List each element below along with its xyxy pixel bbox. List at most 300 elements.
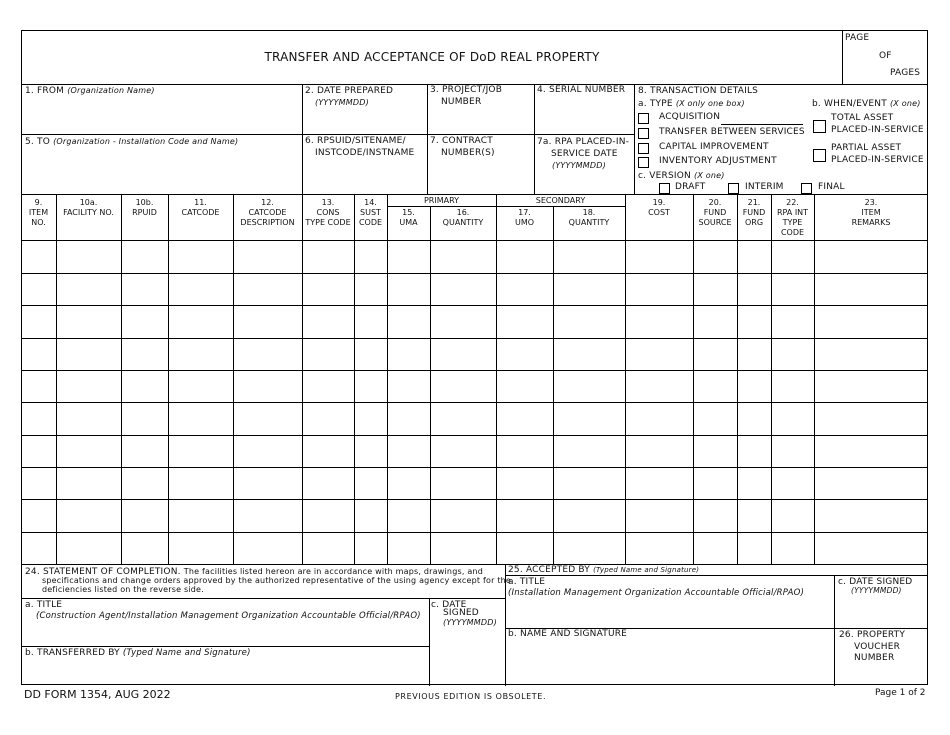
table-cell[interactable] <box>738 500 771 532</box>
column-header-line: 21. <box>747 198 761 207</box>
table-cell[interactable] <box>554 436 625 467</box>
table-cell[interactable] <box>554 274 625 305</box>
table-cell[interactable] <box>22 403 56 435</box>
acceptance-date-label: c. DATE SIGNED <box>838 577 913 587</box>
statement-text-3: deficiencies listed on the reverse side. <box>42 585 204 594</box>
table-cell[interactable] <box>122 436 168 467</box>
completion-date-hint: (YYYYMMDD) <box>443 618 497 627</box>
table-cell[interactable] <box>626 436 693 467</box>
table-cell[interactable] <box>431 371 496 402</box>
table-cell[interactable] <box>388 339 430 370</box>
table-cell[interactable] <box>388 436 430 467</box>
table-cell[interactable] <box>388 468 430 499</box>
table-cell[interactable] <box>694 241 737 273</box>
project-label-2: NUMBER <box>441 97 482 107</box>
table-cell[interactable] <box>57 533 121 564</box>
form-id: DD FORM 1354, AUG 2022 <box>24 688 171 701</box>
table-cell[interactable] <box>431 241 496 273</box>
table-cell[interactable] <box>22 436 56 467</box>
table-cell[interactable] <box>122 274 168 305</box>
table-cell[interactable] <box>772 436 814 467</box>
column-header-line: 15. <box>402 208 415 217</box>
table-cell[interactable] <box>57 403 121 435</box>
total-asset-checkbox[interactable] <box>813 120 826 133</box>
column-header-10 <box>496 208 553 228</box>
table-cell[interactable] <box>57 241 121 273</box>
table-cell[interactable] <box>431 274 496 305</box>
table-cell[interactable] <box>772 371 814 402</box>
table-cell[interactable] <box>497 371 553 402</box>
table-cell[interactable] <box>234 371 302 402</box>
table-cell[interactable] <box>738 371 771 402</box>
table-cell[interactable] <box>169 274 233 305</box>
table-cell[interactable] <box>694 468 737 499</box>
column-header-4 <box>168 198 233 218</box>
interim-label: INTERIM <box>745 182 784 192</box>
table-cell[interactable] <box>772 403 814 435</box>
pages-label: PAGES <box>890 68 921 78</box>
divider <box>21 598 505 599</box>
column-header-line: COST <box>648 208 670 217</box>
table-cell[interactable] <box>694 306 737 338</box>
column-header-15 <box>771 198 814 238</box>
column-header-line: SUST <box>360 208 381 217</box>
table-cell[interactable] <box>303 241 354 273</box>
table-cell[interactable] <box>626 533 693 564</box>
divider <box>21 134 634 135</box>
table-cell[interactable] <box>57 371 121 402</box>
column-header-line: 20. <box>708 198 722 207</box>
table-cell[interactable] <box>57 468 121 499</box>
column-header-9 <box>430 208 496 228</box>
column-header-line: 14. <box>364 198 377 207</box>
statement-text-1: The facilities listed hereon are in accordance with maps, drawings, and <box>183 567 483 576</box>
table-cell[interactable] <box>303 306 354 338</box>
table-cell[interactable] <box>738 436 771 467</box>
table-cell[interactable] <box>355 241 387 273</box>
table-cell[interactable] <box>431 533 496 564</box>
divider <box>21 194 928 195</box>
table-cell[interactable] <box>122 241 168 273</box>
primary-group-header: PRIMARY <box>423 196 460 205</box>
rpsuid-label: 6. RPSUID/SITENAME/ <box>305 136 406 146</box>
column-header-line: SOURCE <box>698 218 732 227</box>
table-cell[interactable] <box>772 274 814 305</box>
statement-label: 24. STATEMENT OF COMPLETION. <box>25 567 181 577</box>
column-header-line: FACILITY NO. <box>63 208 114 217</box>
contract-label-2: NUMBER(S) <box>441 148 495 158</box>
project-label: 3. PROJECT/JOB <box>430 85 503 95</box>
from-label: 1. FROM <box>25 86 65 96</box>
column-header-line: 10a. <box>79 198 98 207</box>
divider <box>429 598 430 686</box>
table-cell[interactable] <box>22 533 56 564</box>
table-cell[interactable] <box>122 500 168 532</box>
of-label: OF <box>879 51 892 61</box>
table-cell[interactable] <box>431 436 496 467</box>
table-cell[interactable] <box>22 468 56 499</box>
final-label: FINAL <box>818 182 845 192</box>
table-cell[interactable] <box>303 403 354 435</box>
type-field <box>638 98 745 110</box>
column-header-line: RPA INT <box>776 208 809 217</box>
table-cell[interactable] <box>22 306 56 338</box>
to-hint: (Organization - Installation Code and Name) <box>53 137 239 146</box>
table-cell[interactable] <box>355 339 387 370</box>
table-cell[interactable] <box>772 468 814 499</box>
acceptance-date-hint: (YYYYMMDD) <box>851 586 902 595</box>
table-cell[interactable] <box>626 500 693 532</box>
table-cell[interactable] <box>22 241 56 273</box>
divider <box>842 30 843 85</box>
table-cell[interactable] <box>234 500 302 532</box>
column-header-line: CODE <box>358 218 383 227</box>
table-cell[interactable] <box>554 241 625 273</box>
table-cell[interactable] <box>355 274 387 305</box>
table-cell[interactable] <box>355 436 387 467</box>
column-header-8 <box>387 208 430 228</box>
interim-checkbox[interactable] <box>728 183 739 194</box>
column-header-line: CONS <box>316 208 340 217</box>
column-header-line: 16. <box>456 208 470 217</box>
column-header-line: FUND <box>703 208 727 217</box>
table-cell[interactable] <box>497 436 553 467</box>
table-cell[interactable] <box>772 306 814 338</box>
version-label: c. VERSION <box>638 171 691 181</box>
acquisition-line <box>721 124 803 125</box>
table-cell[interactable] <box>431 306 496 338</box>
final-checkbox[interactable] <box>801 183 812 194</box>
capital-label: CAPITAL IMPROVEMENT <box>659 142 769 152</box>
table-cell[interactable] <box>431 468 496 499</box>
column-header-6 <box>302 198 354 228</box>
table-cell[interactable] <box>497 241 553 273</box>
table-cell[interactable] <box>738 339 771 370</box>
partial-asset-label: PARTIAL ASSET <box>831 143 902 153</box>
transferred-field[interactable] <box>25 648 251 659</box>
from-hint: (Organization Name) <box>67 86 155 95</box>
table-cell[interactable] <box>22 339 56 370</box>
inventory-checkbox[interactable] <box>638 157 649 168</box>
table-cell[interactable] <box>57 274 121 305</box>
table-cell[interactable] <box>772 533 814 564</box>
table-cell[interactable] <box>772 500 814 532</box>
divider <box>505 575 928 576</box>
rpa-hint: (YYYYMMDD) <box>552 161 606 170</box>
column-header-line: 10b. <box>135 198 154 207</box>
acceptance-title-hint: (Installation Management Organization Accountable Official/RPAO) <box>508 588 805 598</box>
table-cell[interactable] <box>497 306 553 338</box>
table-cell[interactable] <box>815 533 928 564</box>
accepted-label: 25. ACCEPTED BY <box>508 565 591 575</box>
column-header-line: ORG <box>744 218 764 227</box>
column-header-1 <box>21 198 56 228</box>
table-cell[interactable] <box>122 339 168 370</box>
table-cell[interactable] <box>431 500 496 532</box>
table-cell[interactable] <box>738 403 771 435</box>
table-cell[interactable] <box>626 371 693 402</box>
table-cell[interactable] <box>169 339 233 370</box>
rpa-label: 7a. RPA PLACED-IN- <box>537 137 630 147</box>
accepted-hint: (Typed Name and Signature) <box>593 566 700 574</box>
column-header-line: 18. <box>582 208 596 217</box>
table-cell[interactable] <box>694 500 737 532</box>
table-cell[interactable] <box>22 274 56 305</box>
table-cell[interactable] <box>497 403 553 435</box>
table-cell[interactable] <box>57 436 121 467</box>
table-cell[interactable] <box>815 339 928 370</box>
table-cell[interactable] <box>234 306 302 338</box>
divider <box>21 646 429 647</box>
table-cell[interactable] <box>303 500 354 532</box>
column-header-line: UMO <box>514 218 535 227</box>
table-cell[interactable] <box>815 241 928 273</box>
table-cell[interactable] <box>626 339 693 370</box>
table-cell[interactable] <box>431 403 496 435</box>
column-header-line: DESCRIPTION <box>240 218 295 227</box>
table-cell[interactable] <box>122 533 168 564</box>
table-cell[interactable] <box>57 306 121 338</box>
column-header-line: QUANTITY <box>442 218 484 227</box>
table-cell[interactable] <box>355 500 387 532</box>
column-header-11 <box>553 208 625 228</box>
column-header-line: FUND <box>742 208 766 217</box>
capital-checkbox[interactable] <box>638 143 649 154</box>
table-cell[interactable] <box>169 403 233 435</box>
secondary-group-header: SECONDARY <box>535 196 586 205</box>
column-header-line: NO. <box>31 218 46 227</box>
table-cell[interactable] <box>694 274 737 305</box>
column-header-line: REMARKS <box>851 218 891 227</box>
name-signature-label: b. NAME AND SIGNATURE <box>508 629 628 639</box>
column-header-line: UMA <box>399 218 418 227</box>
table-cell[interactable] <box>738 274 771 305</box>
table-cell[interactable] <box>626 274 693 305</box>
table-cell[interactable] <box>303 436 354 467</box>
table-cell[interactable] <box>122 468 168 499</box>
table-cell[interactable] <box>169 468 233 499</box>
table-cell[interactable] <box>554 403 625 435</box>
table-rule <box>387 206 625 207</box>
rpsuid-label-2: INSTCODE/INSTNAME <box>315 148 415 158</box>
column-header-line: CATCODE <box>248 208 287 217</box>
table-cell[interactable] <box>388 241 430 273</box>
table-cell[interactable] <box>694 339 737 370</box>
page-number: Page 1 of 2 <box>875 688 926 698</box>
divider <box>427 84 428 194</box>
table-cell[interactable] <box>169 500 233 532</box>
page-label: PAGE <box>845 33 870 43</box>
table-cell[interactable] <box>772 241 814 273</box>
table-cell[interactable] <box>388 500 430 532</box>
table-cell[interactable] <box>169 436 233 467</box>
type-label: a. TYPE <box>638 99 673 109</box>
column-header-line: 17. <box>518 208 531 217</box>
table-cell[interactable] <box>497 274 553 305</box>
table-cell[interactable] <box>815 274 928 305</box>
column-header-line: 12. <box>261 198 274 207</box>
table-cell[interactable] <box>772 339 814 370</box>
table-cell[interactable] <box>738 241 771 273</box>
table-cell[interactable] <box>234 241 302 273</box>
table-cell[interactable] <box>234 339 302 370</box>
column-header-line: TYPE <box>782 218 803 227</box>
completion-title-label: a. TITLE <box>25 600 63 610</box>
column-header-line: ITEM <box>861 208 881 217</box>
column-header-line: CODE <box>780 228 805 237</box>
column-header-line: 23. <box>864 198 878 207</box>
column-header-line: 13. <box>321 198 335 207</box>
table-cell[interactable] <box>355 306 387 338</box>
serial-label: 4. SERIAL NUMBER <box>537 85 626 95</box>
column-header-line: 19. <box>652 198 666 207</box>
table-cell[interactable] <box>355 403 387 435</box>
table-cell[interactable] <box>738 533 771 564</box>
table-cell[interactable] <box>554 500 625 532</box>
to-field[interactable] <box>25 136 238 148</box>
table-cell[interactable] <box>169 306 233 338</box>
table-cell[interactable] <box>122 306 168 338</box>
column-header-line: CATCODE <box>181 208 220 217</box>
table-cell[interactable] <box>388 306 430 338</box>
when-hint: (X one) <box>889 99 921 108</box>
table-cell[interactable] <box>234 274 302 305</box>
table-cell[interactable] <box>694 403 737 435</box>
partial-asset-checkbox[interactable] <box>813 149 826 162</box>
table-cell[interactable] <box>738 468 771 499</box>
divider <box>534 84 535 194</box>
form-title: TRANSFER AND ACCEPTANCE OF DoD REAL PROPERTY <box>264 50 600 64</box>
table-cell[interactable] <box>815 468 928 499</box>
total-asset-label: TOTAL ASSET <box>831 113 894 123</box>
partial-asset-label-2: PLACED-IN-SERVICE <box>831 155 924 165</box>
table-cell[interactable] <box>554 371 625 402</box>
draft-label: DRAFT <box>675 182 706 192</box>
table-cell[interactable] <box>388 371 430 402</box>
table-cell[interactable] <box>303 371 354 402</box>
table-cell[interactable] <box>738 306 771 338</box>
table-cell[interactable] <box>554 306 625 338</box>
table-cell[interactable] <box>303 533 354 564</box>
transferred-hint: (Typed Name and Signature) <box>122 648 251 658</box>
transaction-label: 8. TRANSACTION DETAILS <box>638 86 759 96</box>
table-cell[interactable] <box>554 339 625 370</box>
obsolete-notice: PREVIOUS EDITION IS OBSOLETE. <box>395 692 547 701</box>
transferred-label: b. TRANSFERRED BY <box>25 648 120 658</box>
table-cell[interactable] <box>815 306 928 338</box>
column-header-13 <box>693 198 737 228</box>
table-cell[interactable] <box>554 533 625 564</box>
from-field[interactable] <box>25 85 155 97</box>
table-cell[interactable] <box>234 436 302 467</box>
column-header-line: 9. <box>34 198 43 207</box>
table-cell[interactable] <box>626 306 693 338</box>
table-cell[interactable] <box>431 339 496 370</box>
divider <box>834 575 835 686</box>
column-header-2 <box>56 198 121 218</box>
table-cell[interactable] <box>497 500 553 532</box>
table-cell[interactable] <box>815 403 928 435</box>
table-cell[interactable] <box>497 468 553 499</box>
table-cell[interactable] <box>626 468 693 499</box>
table-cell[interactable] <box>234 533 302 564</box>
table-cell[interactable] <box>355 468 387 499</box>
column-header-3 <box>121 198 168 218</box>
table-cell[interactable] <box>303 339 354 370</box>
transfer-checkbox[interactable] <box>638 128 649 139</box>
column-header-16 <box>814 198 928 228</box>
acceptance-title-label: a. TITLE <box>508 577 546 587</box>
table-cell[interactable] <box>497 533 553 564</box>
table-cell[interactable] <box>122 403 168 435</box>
table-cell[interactable] <box>22 371 56 402</box>
divider <box>634 84 635 194</box>
table-cell[interactable] <box>815 371 928 402</box>
table-cell[interactable] <box>169 241 233 273</box>
table-cell[interactable] <box>815 500 928 532</box>
type-hint: (X only one box) <box>675 99 745 108</box>
version-hint: (X one) <box>694 171 725 180</box>
column-header-line: 22. <box>786 198 799 207</box>
table-cell[interactable] <box>355 533 387 564</box>
table-cell[interactable] <box>234 468 302 499</box>
table-cell[interactable] <box>626 241 693 273</box>
column-header-14 <box>737 198 771 228</box>
column-header-12 <box>625 198 693 218</box>
column-header-line: 11. <box>194 198 207 207</box>
table-cell[interactable] <box>57 339 121 370</box>
table-cell[interactable] <box>626 403 693 435</box>
contract-label: 7. CONTRACT <box>430 136 493 146</box>
table-cell[interactable] <box>694 533 737 564</box>
table-cell[interactable] <box>355 371 387 402</box>
acquisition-label: ACQUISITION <box>659 112 721 122</box>
table-cell[interactable] <box>169 371 233 402</box>
column-header-line: QUANTITY <box>568 218 610 227</box>
column-header-line: ITEM <box>28 208 49 217</box>
divider <box>302 84 303 194</box>
table-cell[interactable] <box>694 371 737 402</box>
draft-checkbox[interactable] <box>659 183 670 194</box>
table-cell[interactable] <box>122 371 168 402</box>
table-cell[interactable] <box>234 403 302 435</box>
column-header-line: TYPE CODE <box>305 218 351 227</box>
version-field <box>638 170 725 182</box>
completion-date-label-2: SIGNED <box>443 608 479 618</box>
table-cell[interactable] <box>815 436 928 467</box>
table-cell[interactable] <box>303 468 354 499</box>
table-cell[interactable] <box>22 500 56 532</box>
date-prepared-hint: (YYYYMMDD) <box>315 98 369 107</box>
table-cell[interactable] <box>388 403 430 435</box>
table-cell[interactable] <box>497 339 553 370</box>
table-cell[interactable] <box>169 533 233 564</box>
completion-title-hint: (Construction Agent/Installation Management Organization Accountable Official/RPAO) <box>36 611 421 621</box>
divider <box>21 564 928 565</box>
when-label: b. WHEN/EVENT <box>812 99 887 109</box>
rpa-label-2: SERVICE DATE <box>551 149 618 159</box>
table-cell[interactable] <box>303 274 354 305</box>
when-field <box>812 98 921 110</box>
column-header-5 <box>233 198 302 228</box>
table-cell[interactable] <box>388 533 430 564</box>
table-cell[interactable] <box>388 274 430 305</box>
table-cell[interactable] <box>554 468 625 499</box>
column-header-7 <box>354 198 387 228</box>
table-cell[interactable] <box>694 436 737 467</box>
table-cell[interactable] <box>57 500 121 532</box>
acquisition-checkbox[interactable] <box>638 113 649 124</box>
